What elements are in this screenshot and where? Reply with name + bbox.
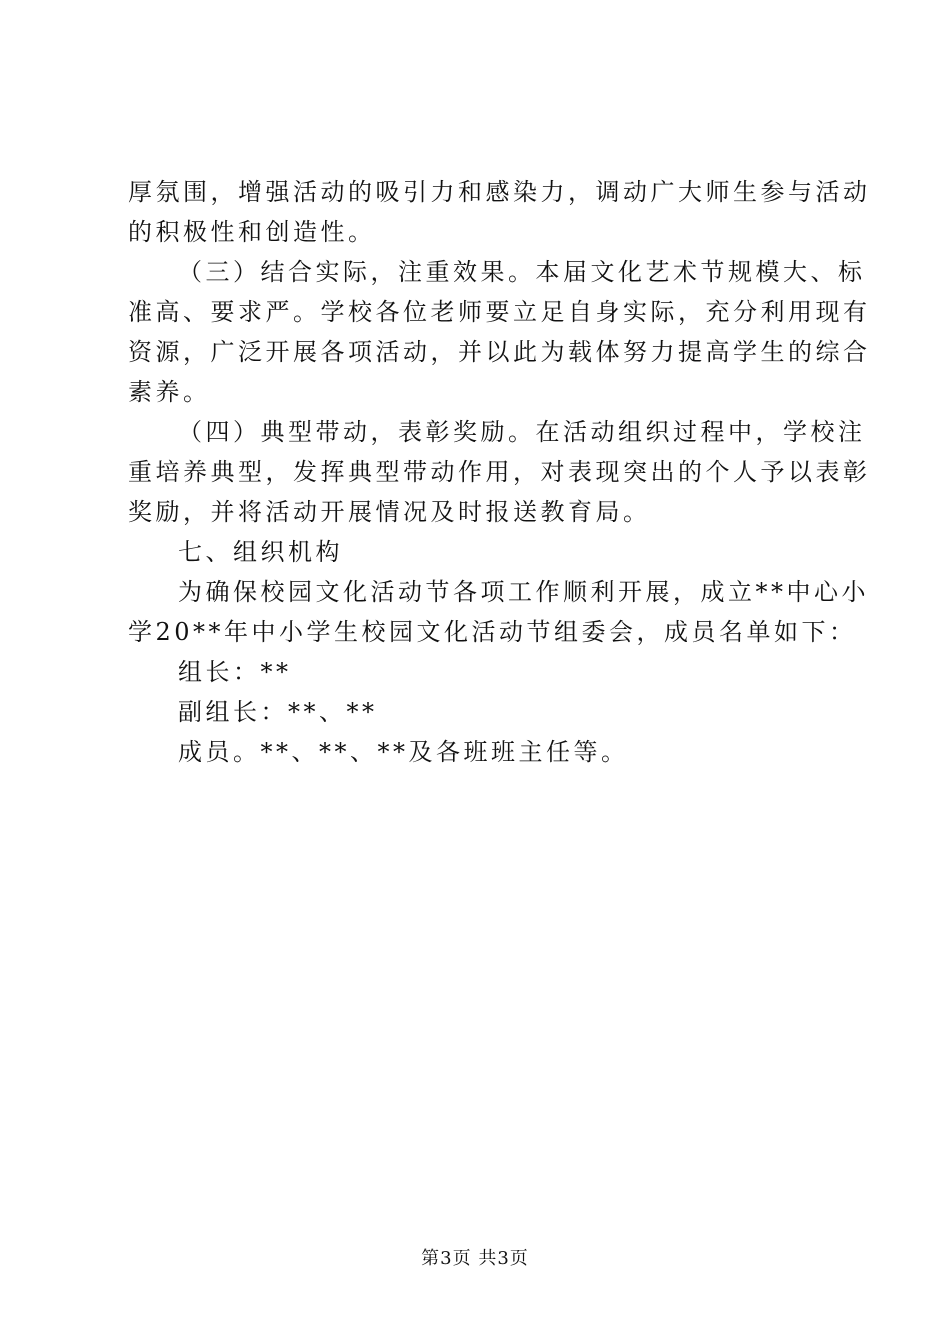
paragraph-line: 资源，广泛开展各项活动，并以此为载体努力提高学生的综合 bbox=[128, 338, 871, 366]
paragraph-line: 奖励，并将活动开展情况及时报送教育局。 bbox=[128, 498, 651, 526]
member-deputy-leader: 副组长：**、** bbox=[178, 698, 378, 726]
member-list: 成员。**、**、**及各班班主任等。 bbox=[178, 738, 629, 766]
paragraph-line: 素养。 bbox=[128, 378, 211, 406]
paragraph-line: 学20**年中小学生校园文化活动节组委会，成员名单如下： bbox=[128, 618, 857, 646]
paragraph-line: 准高、要求严。学校各位老师要立足自身实际，充分利用现有 bbox=[128, 298, 871, 326]
section-heading: 七、组织机构 bbox=[178, 538, 343, 566]
paragraph-line: 的积极性和创造性。 bbox=[128, 218, 376, 246]
paragraph-line: （四）典型带动，表彰奖励。在活动组织过程中，学校注 bbox=[178, 418, 866, 446]
document-body bbox=[128, 172, 871, 772]
page-footer: 第3页 共3页 bbox=[421, 1248, 529, 1269]
paragraph-line: 为确保校园文化活动节各项工作顺利开展，成立**中心小 bbox=[178, 578, 869, 606]
paragraph-line: 厚氛围，增强活动的吸引力和感染力，调动广大师生参与活动 bbox=[128, 178, 871, 206]
paragraph-line: （三）结合实际，注重效果。本届文化艺术节规模大、标 bbox=[178, 258, 866, 286]
paragraph-line: 重培养典型，发挥典型带动作用，对表现突出的个人予以表彰 bbox=[128, 458, 871, 486]
member-leader: 组长：** bbox=[178, 658, 292, 686]
